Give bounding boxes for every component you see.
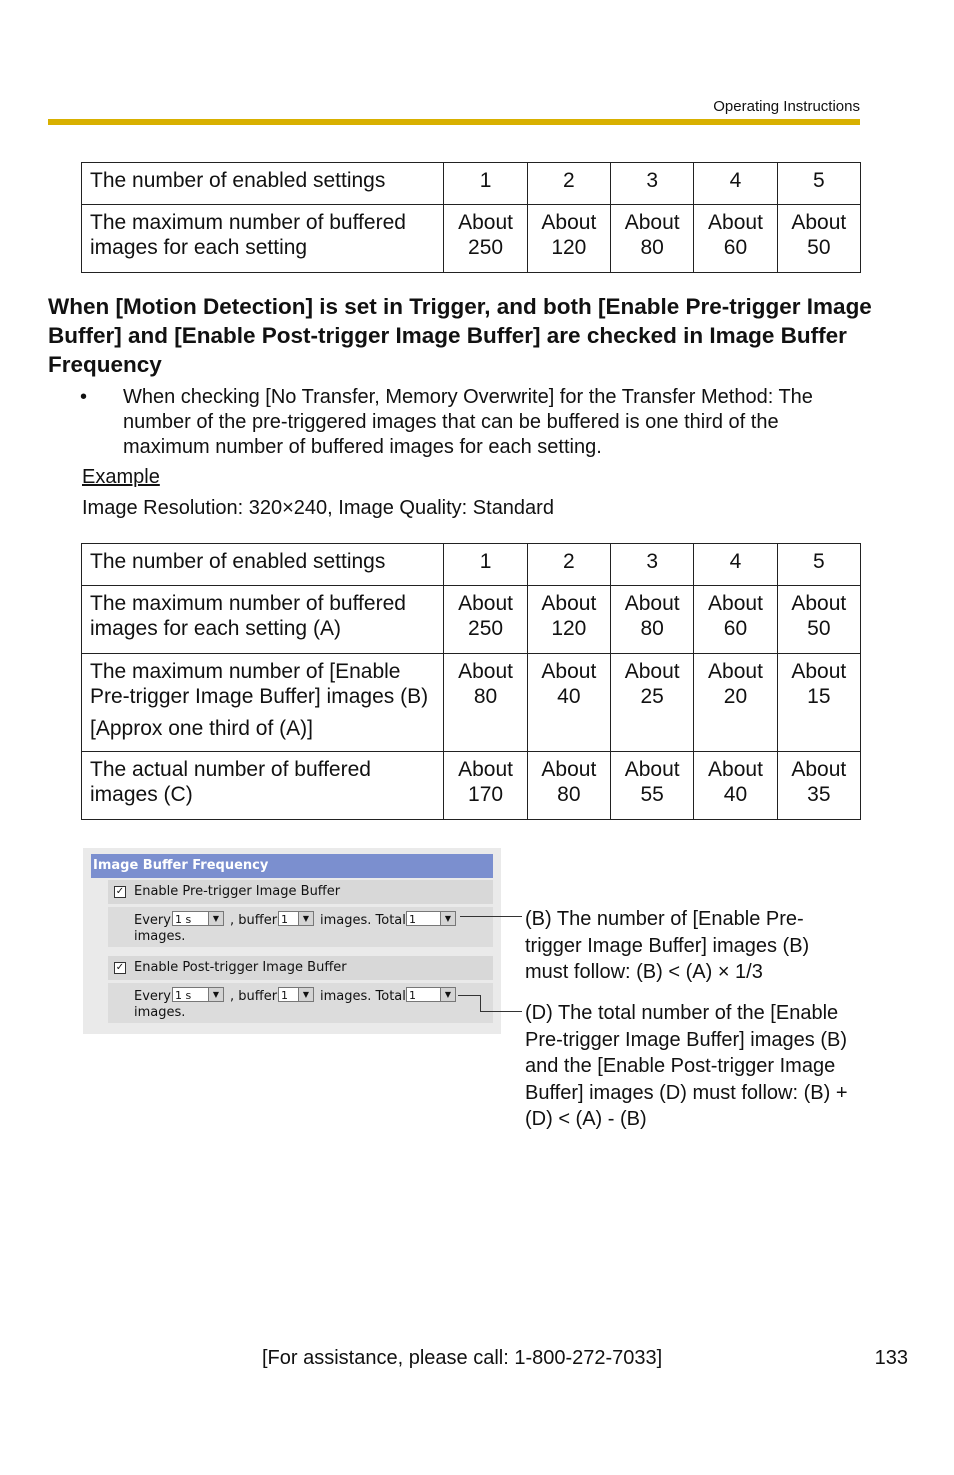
cell: About 15 — [777, 654, 860, 752]
cell: About 80 — [444, 654, 527, 752]
cell: About 35 — [777, 752, 860, 820]
cell: 5 — [777, 163, 860, 205]
bullet-text: When checking [No Transfer, Memory Overwrite] for the Transfer Method: The number of the pre-triggered images that can be buffered is one third of the maximum number of buffered images for each setting. — [123, 386, 813, 458]
leader-line-b — [460, 916, 522, 917]
bullet-symbol: • — [80, 386, 88, 408]
settings-table-2 — [81, 543, 861, 820]
table-row — [82, 752, 861, 820]
chevron-down-icon: ▼ — [298, 988, 313, 1001]
cell: 2 — [527, 544, 610, 586]
cell: About 120 — [527, 205, 610, 273]
pre-trigger-settings — [108, 907, 493, 947]
chevron-down-icon: ▼ — [440, 912, 455, 925]
cell: About 80 — [527, 752, 610, 820]
cell: About 80 — [611, 205, 694, 273]
callout-d: (D) The total number of the [Enable Pre-trigger Image Buffer] images (B) and the [Enable Post-trigger Image Buffer] images (D) must follow: (B) + (D) < (A) - (B) — [525, 1002, 848, 1130]
cell: 1 — [444, 163, 527, 205]
callout-b: (B) The number of [Enable Pre-trigger Image Buffer] images (B) must follow: (B) < (A) × 1/3 — [525, 908, 810, 983]
cell: About 60 — [694, 205, 777, 273]
post-trigger-line — [134, 989, 171, 1004]
pre-every-select[interactable]: 1 s ▼ — [172, 911, 224, 926]
leader-line-d-vert — [480, 995, 481, 1011]
row-label: The maximum number of buffered images for each setting — [82, 205, 444, 273]
cell: About 120 — [527, 586, 610, 654]
post-buffer-select[interactable]: 1 ▼ — [278, 987, 314, 1002]
cell: About 20 — [694, 654, 777, 752]
post-trigger-checkbox[interactable]: ✓ — [115, 962, 125, 973]
cell: 3 — [611, 163, 694, 205]
panel-title: Image Buffer Frequency — [91, 854, 493, 878]
settings-table-1 — [81, 162, 861, 273]
images-total-label: images. Total — [320, 989, 406, 1004]
buffer-label: , buffer — [230, 913, 278, 928]
bullet-item — [80, 385, 870, 460]
row-label: The number of enabled settings — [82, 544, 444, 586]
pre-total-select[interactable]: 1 ▼ — [406, 911, 456, 926]
row-note: [Approx one third of (A)] — [90, 717, 313, 740]
cell: About 250 — [444, 586, 527, 654]
chevron-down-icon: ▼ — [440, 988, 455, 1001]
pre-trigger-label: Enable Pre-trigger Image Buffer — [134, 884, 341, 899]
cell: 5 — [777, 544, 860, 586]
pre-trigger-checkbox[interactable]: ✓ — [115, 886, 125, 897]
images-total-label: images. Total — [320, 913, 406, 928]
every-label: Every — [134, 989, 171, 1004]
chevron-down-icon: ▼ — [208, 912, 223, 925]
images-label: images. — [134, 1005, 186, 1020]
post-trigger-row — [108, 956, 493, 980]
pre-trigger-line — [134, 913, 171, 928]
table-row — [82, 163, 861, 205]
resolution-text: Image Resolution: 320×240, Image Quality: Standard — [82, 497, 554, 519]
page-number: 133 — [874, 1347, 908, 1369]
cell: 4 — [694, 163, 777, 205]
pre-buffer-select[interactable]: 1 ▼ — [278, 911, 314, 926]
cell: About 40 — [694, 752, 777, 820]
row-label: The maximum number of [Enable Pre-trigger Image Buffer] images (B) [Approx one third of (A)] — [82, 654, 444, 752]
images-label: images. — [134, 929, 186, 944]
table-row — [82, 544, 861, 586]
running-header: Operating Instructions — [713, 98, 860, 115]
section-heading: When [Motion Detection] is set in Trigger, and both [Enable Pre-trigger Image Buffer] and [Enable Post-trigger Image Buffer] are checked in Image Buffer Frequency — [48, 294, 872, 377]
cell: About 80 — [611, 586, 694, 654]
cell: About 50 — [777, 205, 860, 273]
post-every-select[interactable]: 1 s ▼ — [172, 987, 224, 1002]
cell: 3 — [611, 544, 694, 586]
cell: About 170 — [444, 752, 527, 820]
buffer-label: , buffer — [230, 989, 278, 1004]
cell: 4 — [694, 544, 777, 586]
cell: 1 — [444, 544, 527, 586]
cell: About 50 — [777, 586, 860, 654]
cell: About 40 — [527, 654, 610, 752]
post-trigger-label: Enable Post-trigger Image Buffer — [134, 960, 347, 975]
image-buffer-frequency-panel — [83, 848, 501, 1034]
table-row — [82, 586, 861, 654]
cell: About 250 — [444, 205, 527, 273]
example-label: Example — [82, 466, 160, 488]
post-trigger-settings — [108, 983, 493, 1023]
post-total-select[interactable]: 1 ▼ — [406, 987, 456, 1002]
assistance-footer: [For assistance, please call: 1-800-272-7033] — [262, 1347, 663, 1369]
row-label: The actual number of buffered images (C) — [82, 752, 444, 820]
chevron-down-icon: ▼ — [208, 988, 223, 1001]
cell: About 25 — [611, 654, 694, 752]
table-row — [82, 205, 861, 273]
row-label: The maximum number of buffered images for each setting (A) — [82, 586, 444, 654]
every-label: Every — [134, 913, 171, 928]
leader-line-d-bottom — [480, 1011, 522, 1012]
chevron-down-icon: ▼ — [298, 912, 313, 925]
cell: About 60 — [694, 586, 777, 654]
cell: About 55 — [611, 752, 694, 820]
pre-trigger-row — [108, 880, 493, 904]
table-row — [82, 654, 861, 752]
header-rule — [48, 119, 860, 125]
cell: 2 — [527, 163, 610, 205]
leader-line-d-top — [458, 995, 480, 996]
row-label: The number of enabled settings — [82, 163, 444, 205]
